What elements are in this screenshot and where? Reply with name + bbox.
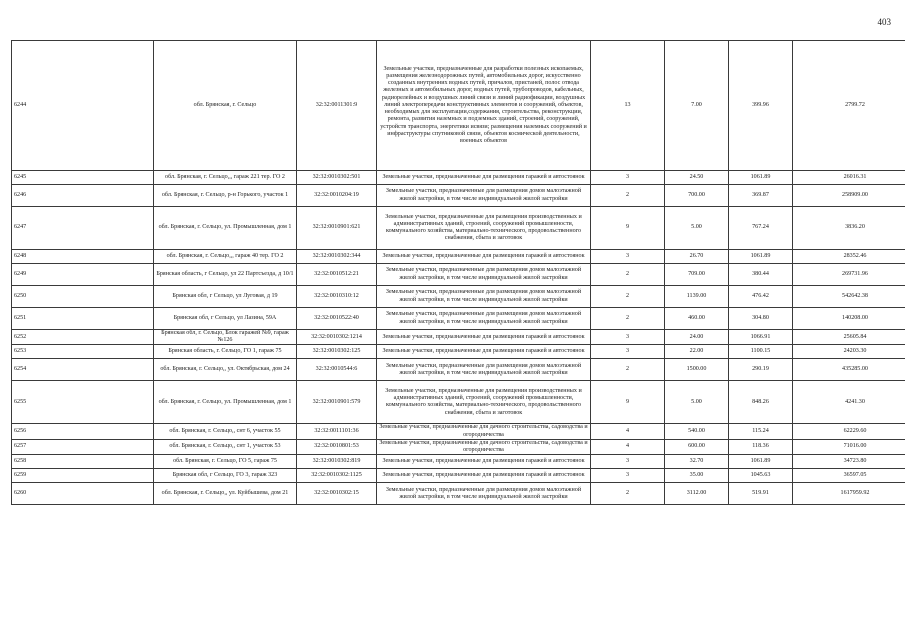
area-cell: 460.00 [665, 308, 729, 330]
area-cell: 540.00 [665, 424, 729, 439]
cadastral-number-cell: 32:32:0010302:344 [297, 250, 377, 264]
cadastral-number-cell: 32:32:0010512:21 [297, 264, 377, 286]
table-row [12, 483, 905, 505]
area-cell: 26.70 [665, 250, 729, 264]
use-group-cell: 2 [591, 359, 665, 381]
address-cell: обл. Брянская, г. Сельцо,, снт 1, участок 53 [154, 439, 297, 454]
use-group-cell: 2 [591, 286, 665, 308]
use-group-cell: 9 [591, 207, 665, 250]
land-use-cell: Земельные участки, предназначенные для дачного строительства, садоводства и огородничества [377, 424, 591, 439]
area-cell: 7.00 [665, 41, 729, 171]
row-number-cell: 6253 [12, 345, 154, 359]
area-cell: 5.00 [665, 207, 729, 250]
cadastral-value-cell: 3836.20 [793, 207, 905, 250]
address-cell: обл. Брянская, г. Сельцо [154, 41, 297, 171]
use-group-cell: 2 [591, 308, 665, 330]
cadastral-value-cell: 2799.72 [793, 41, 905, 171]
unit-value-cell: 848.26 [729, 381, 793, 424]
row-number-cell: 6257 [12, 439, 154, 454]
unit-value-cell: 115.24 [729, 424, 793, 439]
cadastral-number-cell: 32:32:0010204:19 [297, 185, 377, 207]
table-row [12, 207, 905, 250]
use-group-cell: 3 [591, 469, 665, 483]
unit-value-cell: 1045.63 [729, 469, 793, 483]
cadastral-value-cell: 25605.84 [793, 330, 905, 345]
table-row [12, 308, 905, 330]
use-group-cell: 3 [591, 250, 665, 264]
unit-value-cell: 369.87 [729, 185, 793, 207]
cadastral-number-cell: 32:32:0011301:9 [297, 41, 377, 171]
cadastral-value-cell: 258909.00 [793, 185, 905, 207]
area-cell: 24.50 [665, 171, 729, 185]
row-number-cell: 6251 [12, 308, 154, 330]
cadastral-number-cell: 32:32:0010302:1125 [297, 469, 377, 483]
unit-value-cell: 1066.91 [729, 330, 793, 345]
land-use-cell: Земельные участки, предназначенные для размещения домов малоэтажной жилой застройки, в том числе индивидуальной жилой застройки [377, 359, 591, 381]
table-row [12, 345, 905, 359]
use-group-cell: 2 [591, 185, 665, 207]
row-number-cell: 6254 [12, 359, 154, 381]
cadastral-number-cell: 32:32:0010302:1214 [297, 330, 377, 345]
table-row [12, 264, 905, 286]
row-number-cell: 6250 [12, 286, 154, 308]
unit-value-cell: 1061.89 [729, 455, 793, 469]
table-row [12, 424, 905, 439]
land-use-cell: Земельные участки, предназначенные для размещения домов малоэтажной жилой застройки, в том числе индивидуальной жилой застройки [377, 483, 591, 505]
use-group-cell: 4 [591, 424, 665, 439]
unit-value-cell: 519.91 [729, 483, 793, 505]
cadastral-number-cell: 32:32:0010310:12 [297, 286, 377, 308]
area-cell: 1500.00 [665, 359, 729, 381]
area-cell: 35.00 [665, 469, 729, 483]
row-number-cell: 6256 [12, 424, 154, 439]
address-cell: обл. Брянская, г. Сельцо, ГО 5, гараж 75 [154, 455, 297, 469]
row-number-cell: 6259 [12, 469, 154, 483]
use-group-cell: 13 [591, 41, 665, 171]
land-use-cell: Земельные участки, предназначенные для размещения домов малоэтажной жилой застройки, в том числе индивидуальной жилой застройки [377, 185, 591, 207]
cadastral-number-cell: 32:32:0010302:819 [297, 455, 377, 469]
address-cell: Брянская обл, г. Сельцо, Блок гаражей №9, гараж №126 [154, 330, 297, 345]
use-group-cell: 3 [591, 345, 665, 359]
land-use-cell: Земельные участки, предназначенные для размещения производственных и административных зданий, строений, сооружений промышленности, коммунального хозяйства, материально-технического, продовольственного снабжения, сбыта и заготовок [377, 207, 591, 250]
unit-value-cell: 1061.89 [729, 171, 793, 185]
unit-value-cell: 1100.15 [729, 345, 793, 359]
row-number-cell: 6249 [12, 264, 154, 286]
cadastral-value-cell: 269731.96 [793, 264, 905, 286]
land-use-cell: Земельные участки, предназначенные для размещения гаражей и автостоянок [377, 330, 591, 345]
table-row [12, 286, 905, 308]
table-row [12, 171, 905, 185]
address-cell: обл. Брянская, г. Сельцо,,, гараж 221 тер. ГО 2 [154, 171, 297, 185]
table-row [12, 455, 905, 469]
unit-value-cell: 118.36 [729, 439, 793, 454]
cadastral-value-cell: 542642.38 [793, 286, 905, 308]
use-group-cell: 9 [591, 381, 665, 424]
unit-value-cell: 380.44 [729, 264, 793, 286]
use-group-cell: 4 [591, 439, 665, 454]
address-cell: обл. Брянская, г. Сельцо, ул. Промышленная, дом 1 [154, 381, 297, 424]
use-group-cell: 2 [591, 264, 665, 286]
area-cell: 5.00 [665, 381, 729, 424]
cadastral-value-cell: 28352.46 [793, 250, 905, 264]
address-cell: Брянская обл, г Сельцо, ГО 3, гараж 323 [154, 469, 297, 483]
cadastral-value-cell: 36597.05 [793, 469, 905, 483]
cadastral-number-cell: 32:32:0010302:125 [297, 345, 377, 359]
use-group-cell: 3 [591, 330, 665, 345]
table-row [12, 381, 905, 424]
table-row [12, 250, 905, 264]
cadastral-value-cell: 26016.31 [793, 171, 905, 185]
address-cell: Брянская обл, г Сельцо, ул Луговая, д 19 [154, 286, 297, 308]
use-group-cell: 3 [591, 171, 665, 185]
address-cell: обл. Брянская, г. Сельцо, р-н Горького, участок 1 [154, 185, 297, 207]
row-number-cell: 6245 [12, 171, 154, 185]
cadastral-number-cell: 32:32:0010901:621 [297, 207, 377, 250]
area-cell: 24.00 [665, 330, 729, 345]
cadastral-value-cell: 34723.80 [793, 455, 905, 469]
cadastral-number-cell: 32:32:0010522:40 [297, 308, 377, 330]
unit-value-cell: 399.96 [729, 41, 793, 171]
use-group-cell: 3 [591, 455, 665, 469]
row-number-cell: 6260 [12, 483, 154, 505]
land-use-cell: Земельные участки, предназначенные для размещения производственных и административных зданий, строений, сооружений промышленности, коммунального хозяйства, материально-технического, продовольственного снабжения, сбыта и заготовок [377, 381, 591, 424]
row-number-cell: 6252 [12, 330, 154, 345]
land-use-cell: Земельные участки, предназначенные для размещения домов малоэтажной жилой застройки, в том числе индивидуальной жилой застройки [377, 264, 591, 286]
unit-value-cell: 767.24 [729, 207, 793, 250]
land-use-cell: Земельные участки, предназначенные для размещения домов малоэтажной жилой застройки, в том числе индивидуальной жилой застройки [377, 286, 591, 308]
land-use-cell: Земельные участки, предназначенные для дачного строительства, садоводства и огородничества [377, 439, 591, 454]
use-group-cell: 2 [591, 483, 665, 505]
cadastral-value-cell: 4241.30 [793, 381, 905, 424]
land-use-cell: Земельные участки, предназначенные для размещения гаражей и автостоянок [377, 345, 591, 359]
address-cell: обл. Брянская, г. Сельцо,, ул. Октябрьская, дом 24 [154, 359, 297, 381]
page-number: 403 [877, 17, 891, 27]
area-cell: 3112.00 [665, 483, 729, 505]
cadastral-value-cell: 435285.00 [793, 359, 905, 381]
cadastral-value-cell: 1617959.92 [793, 483, 905, 505]
area-cell: 22.00 [665, 345, 729, 359]
unit-value-cell: 1061.89 [729, 250, 793, 264]
row-number-cell: 6248 [12, 250, 154, 264]
table-row [12, 41, 905, 171]
table-row [12, 439, 905, 454]
unit-value-cell: 304.80 [729, 308, 793, 330]
land-use-cell: Земельные участки, предназначенные для размещения домов малоэтажной жилой застройки, в том числе индивидуальной жилой застройки [377, 308, 591, 330]
address-cell: Брянская обл, г Сельцо, ул Лазина, 59А [154, 308, 297, 330]
table-row [12, 185, 905, 207]
row-number-cell: 6246 [12, 185, 154, 207]
cadastral-number-cell: 32:32:0011101:36 [297, 424, 377, 439]
address-cell: Брянская область, г. Сельцо, ГО 1, гараж 75 [154, 345, 297, 359]
land-cadastre-table [11, 40, 905, 505]
area-cell: 709.00 [665, 264, 729, 286]
cadastral-number-cell: 32:32:0010302:501 [297, 171, 377, 185]
address-cell: обл. Брянская, г. Сельцо,,, гараж 40 тер. ГО 2 [154, 250, 297, 264]
address-cell: обл. Брянская, г. Сельцо,, снт 6, участок 55 [154, 424, 297, 439]
area-cell: 1139.00 [665, 286, 729, 308]
unit-value-cell: 476.42 [729, 286, 793, 308]
cadastral-value-cell: 71016.00 [793, 439, 905, 454]
table-row [12, 330, 905, 345]
row-number-cell: 6255 [12, 381, 154, 424]
cadastral-number-cell: 32:32:0010544:6 [297, 359, 377, 381]
land-use-cell: Земельные участки, предназначенные для размещения гаражей и автостоянок [377, 250, 591, 264]
table-row [12, 469, 905, 483]
cadastral-number-cell: 32:32:0010302:15 [297, 483, 377, 505]
area-cell: 32.70 [665, 455, 729, 469]
address-cell: Брянская область, г Сельцо, ул 22 Партсъезда, д 10/1 [154, 264, 297, 286]
area-cell: 700.00 [665, 185, 729, 207]
address-cell: обл. Брянская, г. Сельцо, ул. Промышленная, дом 1 [154, 207, 297, 250]
cadastral-number-cell: 32:32:0010901:579 [297, 381, 377, 424]
land-use-cell: Земельные участки, предназначенные для размещения гаражей и автостоянок [377, 469, 591, 483]
row-number-cell: 6258 [12, 455, 154, 469]
area-cell: 600.00 [665, 439, 729, 454]
cadastral-number-cell: 32:32:0010801:53 [297, 439, 377, 454]
row-number-cell: 6244 [12, 41, 154, 171]
table-row [12, 359, 905, 381]
cadastral-value-cell: 140208.00 [793, 308, 905, 330]
land-use-cell: Земельные участки, предназначенные для размещения гаражей и автостоянок [377, 171, 591, 185]
land-use-cell: Земельные участки, предназначенные для разработки полезных ископаемых, размещения железнодорожных путей, автомобильных дорог, искусственно созданных внутренних водных путей, причалов, пристаней, полос отвода железных и автомобильных дорог, водных путей, трубопроводов, кабельных, радиорелейных и воздушных линий связи и линий радиофикации, воздушных линий электропередачи конструктивных элементов и сооружений, объектов, необходимых для эксплуатации,содержания, строительства, реконструкции, ремонта, развития наземных и подземных зданий, строений, сооружений, устройств транспорта, энергетики исвязи; размещения наземных сооружений и инфраструктуры спутниковой связи, объектов космической деятельности, военных объектов [377, 41, 591, 171]
land-use-cell: Земельные участки, предназначенные для размещения гаражей и автостоянок [377, 455, 591, 469]
cadastral-value-cell: 62229.60 [793, 424, 905, 439]
unit-value-cell: 290.19 [729, 359, 793, 381]
address-cell: обл. Брянская, г. Сельцо,, ул. Куйбышева, дом 21 [154, 483, 297, 505]
row-number-cell: 6247 [12, 207, 154, 250]
cadastral-value-cell: 24203.30 [793, 345, 905, 359]
